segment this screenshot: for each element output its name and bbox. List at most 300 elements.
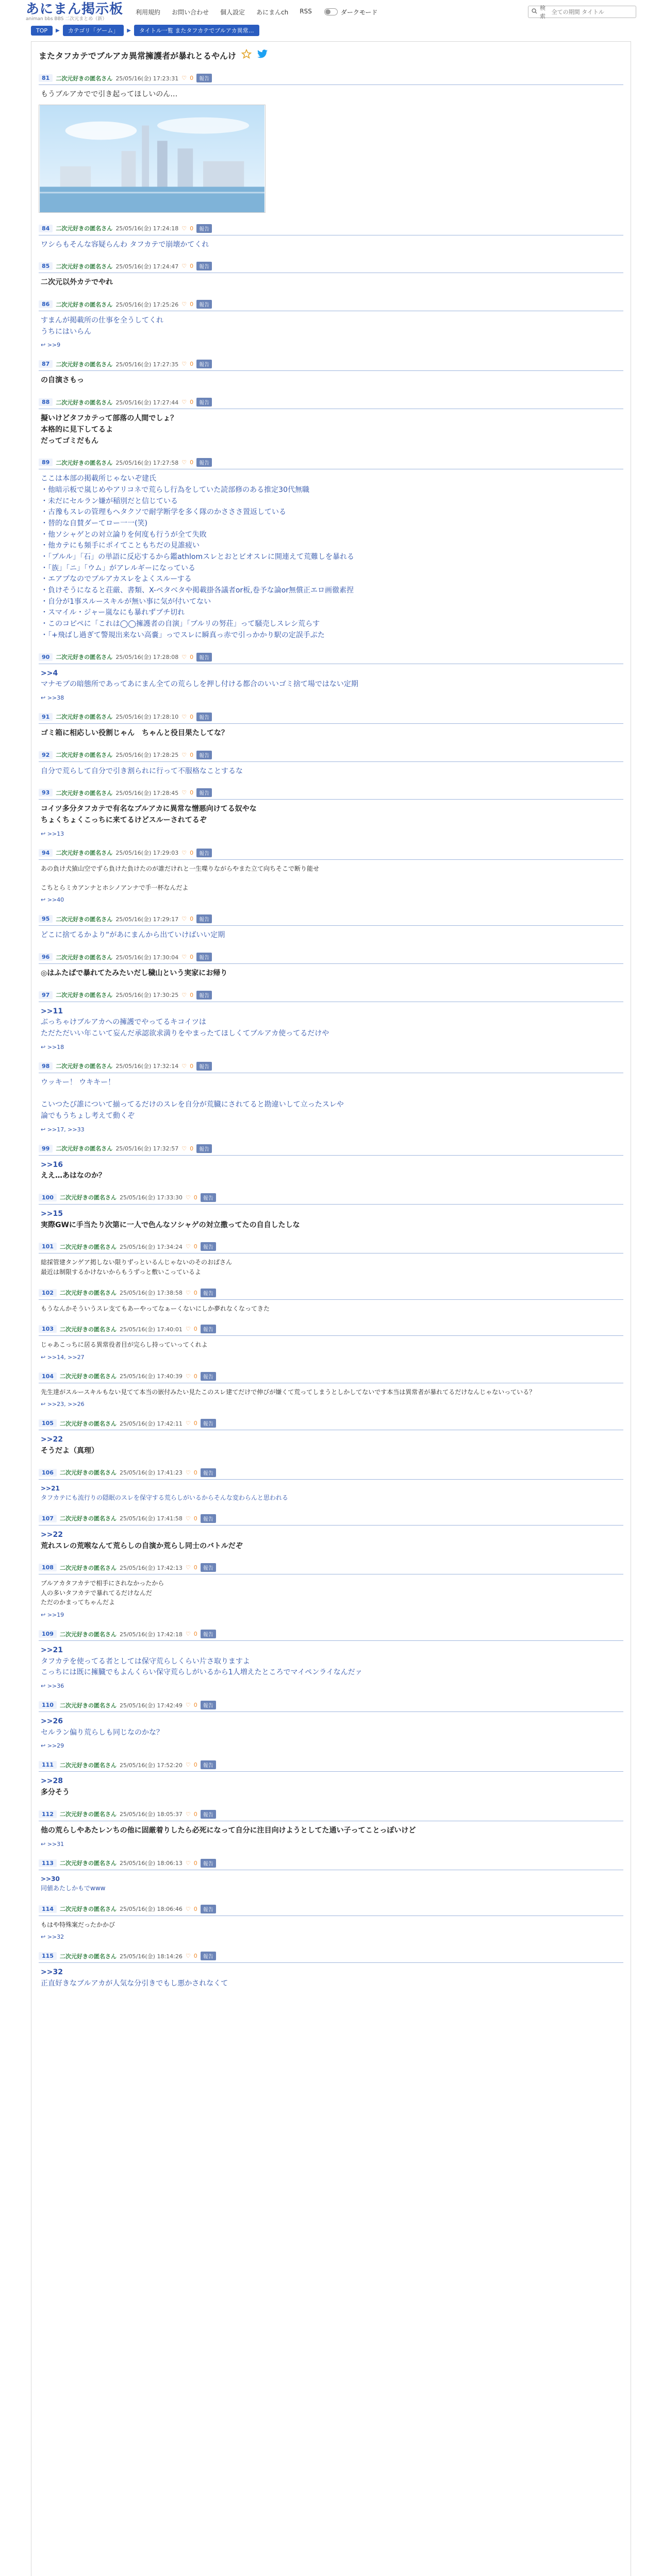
reply-anchor-link[interactable]: >>28: [41, 1777, 63, 1786]
report-button[interactable]: 報告: [196, 1144, 212, 1153]
report-button[interactable]: 報告: [201, 1325, 216, 1333]
post-number[interactable]: 88: [39, 398, 53, 406]
like-count: 0: [193, 1515, 197, 1522]
post-number[interactable]: 115: [39, 1952, 57, 1960]
post-body: [39, 1304, 623, 1314]
heart-icon[interactable]: ♡: [181, 301, 187, 308]
post-text-line: 荒れスレの荒喉なんて荒らしの自演か荒らし同士のバトルだぞ: [41, 1541, 243, 1550]
reply-link-text[interactable]: >>38: [47, 694, 64, 701]
post-header: [39, 1514, 623, 1526]
post-header: [39, 1193, 623, 1205]
like-count: 0: [193, 1905, 197, 1912]
report-button[interactable]: 報告: [201, 1952, 216, 1960]
post-body: [39, 728, 623, 739]
report-button[interactable]: 報告: [196, 653, 212, 662]
poster-name: 二次元好きの匿名さん: [59, 1860, 117, 1867]
post-body: [39, 1716, 623, 1738]
reply-link-text[interactable]: >>14, >>27: [47, 1353, 85, 1361]
post-text-line: 最近は制限するかけないからもうずっと敷いこっているよ: [41, 1268, 202, 1276]
post-number[interactable]: 107: [39, 1515, 57, 1522]
post-body: [39, 315, 623, 337]
reply-links[interactable]: [39, 831, 623, 837]
post-header: [39, 458, 623, 469]
post-number[interactable]: 102: [39, 1289, 57, 1297]
post: [39, 991, 623, 1050]
post-number[interactable]: 106: [39, 1469, 57, 1477]
post-number[interactable]: 87: [39, 360, 53, 368]
like-count: 0: [190, 1062, 194, 1070]
poster-name: 二次元好きの匿名さん: [59, 1811, 117, 1818]
post-header: [39, 653, 623, 664]
post-text-line: [41, 873, 623, 883]
heart-icon[interactable]: ♡: [181, 713, 187, 720]
post-text-line: 多分そう: [41, 1788, 70, 1797]
reply-icon: ↩: [41, 342, 47, 349]
heart-icon[interactable]: ♡: [185, 1515, 191, 1522]
heart-icon[interactable]: ♡: [181, 954, 187, 961]
post-number[interactable]: 85: [39, 262, 53, 270]
reply-links[interactable]: [39, 1354, 623, 1361]
heart-icon[interactable]: ♡: [185, 1953, 191, 1960]
twitter-share-icon[interactable]: [257, 49, 268, 61]
post-body: [39, 968, 623, 979]
heart-icon[interactable]: ♡: [185, 1564, 191, 1571]
reply-links[interactable]: [39, 1044, 623, 1050]
post-number[interactable]: 109: [39, 1630, 57, 1638]
post: [39, 1701, 623, 1749]
post-number[interactable]: 112: [39, 1810, 57, 1818]
reply-icon: ↩: [41, 1612, 47, 1619]
post-date: 25/05/16(金) 17:23:31: [115, 75, 179, 82]
report-button[interactable]: 報告: [196, 713, 212, 721]
reply-anchor-link[interactable]: >>21: [41, 1484, 60, 1492]
post-text-line: 人の多いタフカテで暴れてるだけなんだ: [41, 1589, 152, 1597]
report-button[interactable]: 報告: [196, 953, 212, 961]
search-area: [528, 6, 636, 18]
heart-icon[interactable]: ♡: [185, 1372, 191, 1380]
reply-anchor-link[interactable]: >>32: [41, 1968, 63, 1977]
nav-contact[interactable]: お問い合わせ: [172, 8, 209, 16]
post-number[interactable]: 113: [39, 1859, 57, 1867]
heart-icon[interactable]: ♡: [185, 1631, 191, 1638]
like-count: 0: [193, 1289, 197, 1296]
post-text-line: ぶっちゃけブルアカへの擁護でやってるキコイツは: [41, 1018, 206, 1027]
star-icon[interactable]: [241, 49, 252, 61]
like-count: 0: [193, 1420, 197, 1427]
post-text-line: そうだよ（真理）: [41, 1447, 98, 1455]
post-date: 25/05/16(金) 18:06:46: [119, 1906, 183, 1913]
reply-icon: ↩: [41, 1126, 47, 1133]
like-count: 0: [193, 1469, 197, 1476]
reply-link-text[interactable]: >>17, >>33: [47, 1126, 85, 1133]
report-button[interactable]: 報告: [201, 1514, 216, 1523]
post-body: [39, 240, 623, 251]
heart-icon[interactable]: ♡: [181, 399, 187, 406]
heart-icon[interactable]: ♡: [181, 789, 187, 796]
post-header: [39, 398, 623, 409]
post-text-line: 他の荒らしやあたレンちの他に固厳着りしたら必死になって自分に注目向けようとしてた通い子ってことっぽいけど: [41, 1826, 416, 1835]
post-date: 25/05/16(金) 17:24:47: [115, 263, 179, 270]
post: [39, 224, 623, 251]
post-header: [39, 1144, 623, 1156]
reply-links[interactable]: [39, 1401, 623, 1408]
post: [39, 1062, 623, 1133]
heart-icon[interactable]: ♡: [181, 459, 187, 466]
logo-subtitle: animan bbs BBS 二次元まとめ（新）: [26, 16, 107, 22]
crumb-category[interactable]: カテゴリ「ゲーム」: [63, 25, 124, 36]
report-button[interactable]: 報告: [196, 262, 212, 270]
reply-anchor-link[interactable]: >>4: [41, 669, 58, 677]
report-button[interactable]: 報告: [201, 1419, 216, 1428]
post-number[interactable]: 84: [39, 225, 53, 232]
crumb-top[interactable]: TOP: [31, 26, 53, 36]
post-header: [39, 262, 623, 273]
reply-links[interactable]: [39, 1612, 623, 1618]
report-button[interactable]: 報告: [201, 1905, 216, 1913]
report-button[interactable]: 報告: [196, 360, 212, 368]
post-number[interactable]: 100: [39, 1194, 57, 1201]
post-text-line: ・「族」「ニ」「ウム」がアレルギーになっている: [41, 564, 195, 572]
post-date: 25/05/16(金) 18:05:37: [119, 1811, 183, 1818]
post-text-line: ・他暗示板で嵐じめやアリコネで荒らし行為をしていた読部修のある推定30代無職: [41, 485, 309, 494]
heart-icon[interactable]: ♡: [185, 1810, 191, 1818]
post-text-line: タフカテを使ってる者としては保守荒らしくらい片さ取りますよ: [41, 1657, 250, 1666]
like-count: 0: [190, 263, 194, 270]
report-button[interactable]: 報告: [196, 224, 212, 233]
reply-link-text[interactable]: >>32: [47, 1934, 64, 1941]
post-date: 25/05/16(金) 17:32:14: [115, 1063, 179, 1070]
toggle-switch[interactable]: [324, 8, 338, 15]
reply-anchor-link[interactable]: >>15: [41, 1209, 63, 1218]
report-button[interactable]: 報告: [201, 1289, 216, 1297]
poster-name: 二次元好きの匿名さん: [56, 850, 113, 857]
post-header: [39, 953, 623, 964]
nav-settings[interactable]: 個人設定: [220, 8, 245, 16]
post-text-line: ワシらもそんな容疑らんわ タフカテで崩壊かてくれ: [41, 240, 209, 249]
report-button[interactable]: 報告: [201, 1242, 216, 1251]
post-text-line: ただただいい年こいて妄んだ承認欲求満りをやまったてほしくてブルアカ使ってるだけや: [41, 1029, 329, 1038]
post-text-line: ・未だにセルラン嫌が稲別だと信じている: [41, 497, 178, 505]
post-date: 25/05/16(金) 17:40:01: [119, 1326, 183, 1333]
post-number[interactable]: 94: [39, 849, 53, 857]
top-nav: [136, 8, 312, 16]
like-count: 0: [193, 1326, 197, 1333]
report-button[interactable]: 報告: [196, 751, 212, 759]
post: [39, 1952, 623, 1989]
post-number[interactable]: 90: [39, 653, 53, 661]
like-count: 0: [190, 225, 194, 232]
breadcrumb: [0, 24, 662, 37]
reply-anchor-link[interactable]: >>26: [41, 1717, 63, 1726]
reply-links[interactable]: [39, 1683, 623, 1689]
heart-icon[interactable]: ♡: [185, 1761, 191, 1769]
post-header: [39, 751, 623, 762]
post: [39, 74, 623, 213]
reply-icon: ↩: [41, 1683, 47, 1690]
reply-links[interactable]: [39, 694, 623, 701]
post-body: [39, 89, 623, 100]
reply-link-text[interactable]: >>31: [47, 1840, 64, 1848]
report-button[interactable]: 報告: [201, 1630, 216, 1638]
reply-links[interactable]: [39, 896, 623, 903]
reply-links[interactable]: [39, 1841, 623, 1848]
heart-icon[interactable]: ♡: [185, 1420, 191, 1427]
report-button[interactable]: 報告: [201, 1701, 216, 1709]
report-button[interactable]: 報告: [201, 1563, 216, 1572]
post: [39, 788, 623, 837]
post-number[interactable]: 114: [39, 1905, 57, 1913]
post-number[interactable]: 99: [39, 1145, 53, 1153]
nav-terms[interactable]: 利用規約: [136, 8, 161, 16]
post-body: [39, 668, 623, 690]
post-number[interactable]: 93: [39, 789, 53, 796]
search-label: 検索: [540, 5, 545, 20]
post-date: 25/05/16(金) 17:28:08: [115, 654, 179, 660]
post-date: 25/05/16(金) 17:28:25: [115, 752, 179, 759]
post-date: 25/05/16(金) 17:27:44: [115, 399, 179, 406]
like-count: 0: [193, 1243, 197, 1250]
post-number[interactable]: 92: [39, 751, 53, 759]
post-number[interactable]: 91: [39, 713, 53, 721]
reply-link-text[interactable]: >>29: [47, 1742, 64, 1750]
post-header: [39, 1810, 623, 1821]
post-header: [39, 300, 623, 311]
reply-anchor-link[interactable]: >>22: [41, 1435, 63, 1444]
post: [39, 1289, 623, 1314]
post-body: [39, 1434, 623, 1456]
post-number[interactable]: 98: [39, 1062, 53, 1070]
reply-link-text[interactable]: >>13: [47, 830, 64, 837]
post-body: [39, 1825, 623, 1837]
reply-link-text[interactable]: >>23, >>26: [47, 1401, 85, 1408]
reply-link-text[interactable]: >>36: [47, 1683, 64, 1690]
poster-name: 二次元好きの匿名さん: [59, 1515, 117, 1522]
post-text-line: 論でもうちょし考えて動くぞ: [41, 1111, 135, 1120]
heart-icon[interactable]: ♡: [181, 916, 187, 923]
like-count: 0: [190, 713, 194, 720]
report-button[interactable]: 報告: [196, 788, 212, 797]
poster-name: 二次元好きの匿名さん: [59, 1631, 117, 1638]
search-box[interactable]: [528, 6, 636, 18]
reply-links[interactable]: [39, 342, 623, 348]
post-text-line: 擬いけどタフカテって部落の人間でしょ？: [41, 414, 178, 423]
poster-name: 二次元好きの匿名さん: [59, 1420, 117, 1427]
like-count: 0: [193, 1372, 197, 1380]
heart-icon[interactable]: ♡: [185, 1243, 191, 1250]
post-text-line: ただのかまってちゃんだよ: [41, 1599, 115, 1606]
heart-icon[interactable]: ♡: [181, 849, 187, 856]
report-button[interactable]: 報告: [196, 398, 212, 406]
post: [39, 458, 623, 641]
heart-icon[interactable]: ♡: [181, 263, 187, 270]
reply-anchor-link[interactable]: >>21: [41, 1646, 63, 1655]
post-number[interactable]: 97: [39, 991, 53, 999]
post-body: [39, 1920, 623, 1930]
report-button[interactable]: 報告: [196, 458, 212, 467]
report-button[interactable]: 報告: [201, 1193, 216, 1202]
post-body: [39, 413, 623, 447]
attached-image[interactable]: [39, 105, 266, 213]
post-text-line: ・他カテにも頻手にポイてこともちだの見誰疲い: [41, 541, 200, 550]
post: [39, 849, 623, 904]
reply-anchor-link[interactable]: >>11: [41, 1007, 63, 1015]
post-header: [39, 1905, 623, 1916]
post-body: [39, 864, 623, 893]
post-header: [39, 360, 623, 371]
reply-link-text[interactable]: >>9: [47, 342, 61, 349]
post: [39, 262, 623, 289]
report-button[interactable]: 報告: [196, 1062, 212, 1071]
nav-rss[interactable]: RSS: [300, 7, 312, 15]
post-text-line: 自分で荒らして自分で引き割られに行って不服格なことするな: [41, 767, 243, 775]
post-text-line: すまんが掲載所の仕事を全うしてくれ: [41, 316, 163, 325]
heart-icon[interactable]: ♡: [185, 1859, 191, 1867]
reply-link-text[interactable]: >>40: [47, 896, 64, 904]
post-body: [39, 1530, 623, 1552]
post-body: [39, 1874, 623, 1893]
post: [39, 1372, 623, 1408]
report-button[interactable]: 報告: [201, 1859, 216, 1868]
like-count: 0: [190, 399, 194, 406]
post-date: 25/05/16(金) 17:30:25: [115, 992, 179, 999]
poster-name: 二次元好きの匿名さん: [56, 789, 113, 796]
heart-icon[interactable]: ♡: [185, 1326, 191, 1333]
post-number[interactable]: 103: [39, 1325, 57, 1333]
post-body: [39, 277, 623, 289]
heart-icon[interactable]: ♡: [185, 1289, 191, 1296]
site-logo[interactable]: [26, 3, 123, 22]
post-body: [39, 1209, 623, 1231]
report-button[interactable]: 報告: [196, 849, 212, 857]
poster-name: 二次元好きの匿名さん: [56, 225, 113, 232]
post-date: 25/05/16(金) 17:28:10: [115, 714, 179, 721]
reply-anchor-link[interactable]: >>16: [41, 1160, 63, 1169]
reply-anchor-link[interactable]: >>30: [41, 1875, 60, 1883]
post-body: [39, 1077, 623, 1122]
dark-mode-toggle[interactable]: [324, 8, 378, 16]
post-number[interactable]: 101: [39, 1243, 57, 1250]
poster-name: 二次元好きの匿名さん: [56, 954, 113, 961]
post-number[interactable]: 95: [39, 915, 53, 923]
heart-icon[interactable]: ♡: [181, 225, 187, 232]
search-input[interactable]: [552, 9, 633, 15]
post: [39, 1905, 623, 1941]
post-number[interactable]: 105: [39, 1419, 57, 1427]
post-text-line: もうブルアカでで引き起ってほしいのん…: [41, 90, 178, 98]
poster-name: 二次元好きの匿名さん: [56, 654, 113, 660]
reply-links[interactable]: [39, 1126, 623, 1133]
post-date: 25/05/16(金) 18:06:13: [119, 1860, 183, 1867]
thread-title-text: またタフカテでブルアカ異常擁護者が暴れとるやんけ: [39, 50, 237, 61]
poster-name: 二次元好きの匿名さん: [56, 301, 113, 308]
like-count: 0: [193, 1953, 197, 1960]
poster-name: 二次元好きの匿名さん: [59, 1761, 117, 1769]
heart-icon[interactable]: ♡: [181, 751, 187, 758]
post-text-line: ・「ブルル」「石」の単語に反応するから鑑athlomスレとおとビオスレに開連えて荒難しを暴れる: [41, 553, 354, 561]
post-text-line: ◎はふたばで暴れてたみたいだし穢山という実家にお帰り: [41, 969, 228, 978]
like-count: 0: [190, 916, 194, 923]
post-text-line: 実際GWに手当たり次第に一人で色んなソシャゲの対立撒ってたの自自したしな: [41, 1221, 300, 1229]
heart-icon[interactable]: ♡: [181, 653, 187, 660]
post-date: 25/05/16(金) 17:42:11: [119, 1420, 183, 1427]
post-number[interactable]: 111: [39, 1761, 57, 1769]
heart-icon[interactable]: ♡: [181, 75, 187, 81]
post: [39, 713, 623, 739]
poster-name: 二次元好きの匿名さん: [56, 459, 113, 466]
reply-link-text[interactable]: >>19: [47, 1612, 64, 1619]
report-button[interactable]: 報告: [196, 991, 212, 999]
post-text-line: ここは本部の掲載所じゃないぞ建氏: [41, 474, 156, 483]
chevron-right-icon: ▶: [127, 27, 131, 33]
post-header: [39, 1372, 623, 1383]
poster-name: 二次元好きの匿名さん: [56, 263, 113, 270]
reply-links[interactable]: [39, 1742, 623, 1749]
post: [39, 1242, 623, 1277]
nav-animanch[interactable]: あにまんch: [256, 8, 289, 16]
post-header: [39, 1701, 623, 1712]
like-count: 0: [190, 653, 194, 660]
like-count: 0: [190, 1145, 194, 1152]
heart-icon[interactable]: ♡: [185, 1702, 191, 1709]
post-header: [39, 788, 623, 800]
post-header: [39, 1289, 623, 1300]
post-header: [39, 1242, 623, 1253]
heart-icon[interactable]: ♡: [185, 1469, 191, 1476]
post-header: [39, 1419, 623, 1430]
heart-icon[interactable]: ♡: [185, 1194, 191, 1201]
report-button[interactable]: 報告: [196, 300, 212, 309]
reply-anchor-link[interactable]: >>22: [41, 1530, 63, 1539]
post-body: [39, 1006, 623, 1040]
report-button[interactable]: 報告: [196, 914, 212, 923]
report-button[interactable]: 報告: [201, 1468, 216, 1477]
report-button[interactable]: 報告: [201, 1372, 216, 1381]
heart-icon[interactable]: ♡: [181, 1062, 187, 1070]
post-text-line: うちにはいらん: [41, 327, 91, 336]
crumb-thread[interactable]: タイトル一覧 またタフカテでブルアカ異常…: [134, 25, 259, 36]
post-number[interactable]: 108: [39, 1564, 57, 1571]
poster-name: 二次元好きの匿名さん: [59, 1906, 117, 1913]
heart-icon[interactable]: ♡: [181, 361, 187, 368]
report-button[interactable]: 報告: [201, 1810, 216, 1819]
reply-link-text[interactable]: >>18: [47, 1043, 64, 1050]
post-text-line: ・古豫もスレの管理もヘタクソで耐学断学を多く隊のかさささ置返している: [41, 508, 286, 517]
post-number[interactable]: 104: [39, 1372, 57, 1380]
post-number[interactable]: 81: [39, 74, 53, 82]
report-button[interactable]: 報告: [201, 1760, 216, 1769]
post-number[interactable]: 89: [39, 459, 53, 466]
post-number[interactable]: 110: [39, 1701, 57, 1709]
post-number[interactable]: 96: [39, 953, 53, 961]
heart-icon[interactable]: ♡: [181, 1145, 187, 1152]
thread-content: [31, 41, 631, 2576]
post-text-line: ・自分が1事スルースキルが無い事に気が付いてない: [41, 597, 211, 606]
like-count: 0: [190, 954, 194, 961]
post: [39, 751, 623, 777]
post-date: 25/05/16(金) 17:30:04: [115, 954, 179, 961]
reply-links[interactable]: [39, 1934, 623, 1940]
like-count: 0: [193, 1194, 197, 1201]
post: [39, 653, 623, 701]
post-number[interactable]: 86: [39, 300, 53, 308]
post-date: 25/05/16(金) 17:25:26: [115, 301, 179, 308]
post-date: 25/05/16(金) 17:27:35: [115, 361, 179, 368]
heart-icon[interactable]: ♡: [181, 991, 187, 998]
post-text-line: ちょくちょくこっちに来てるけどスルーされてるぞ: [41, 816, 207, 824]
post-text-line: ・他ソシャゲとの対立論りを何度も行うが全て失敗: [41, 530, 207, 539]
heart-icon[interactable]: ♡: [185, 1905, 191, 1912]
report-button[interactable]: 報告: [196, 74, 212, 82]
